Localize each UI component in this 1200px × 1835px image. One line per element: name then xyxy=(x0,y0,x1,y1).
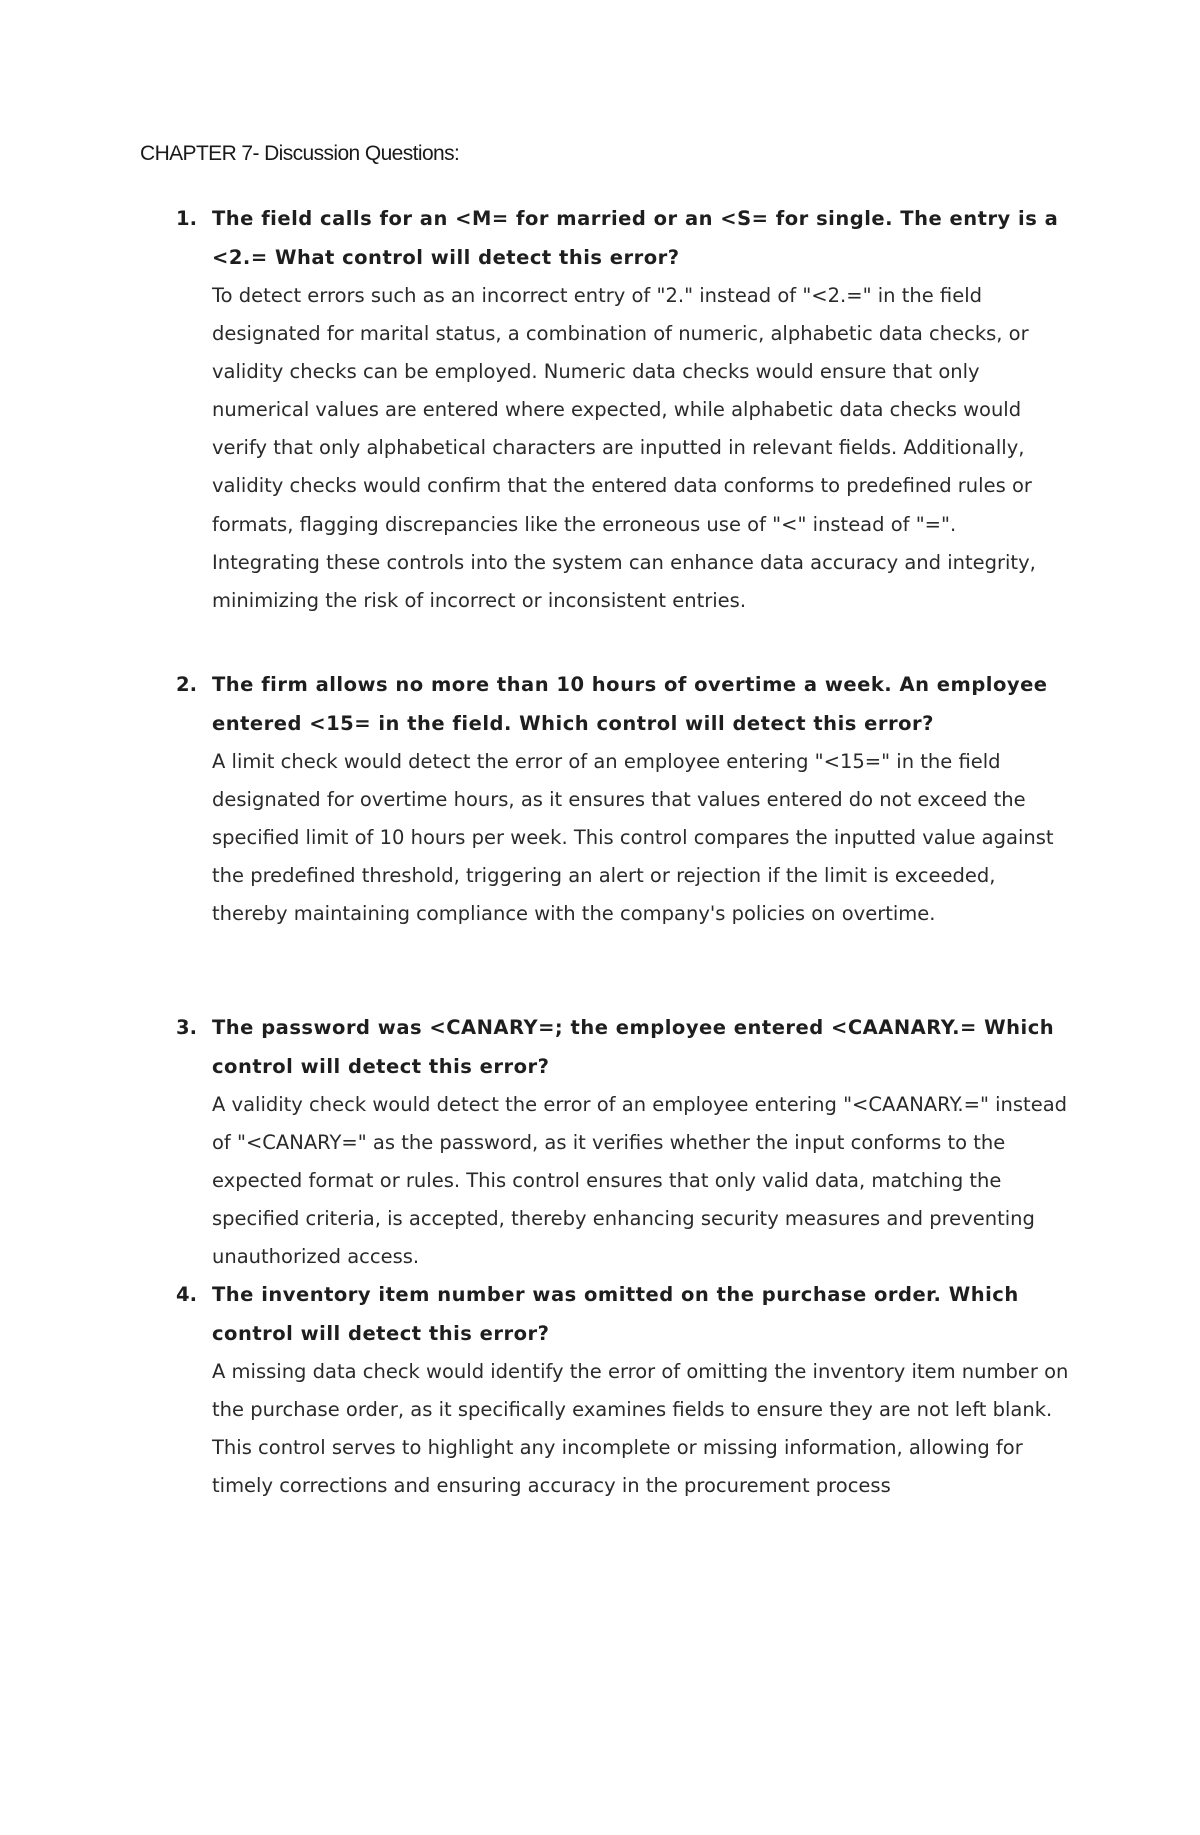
answer-text: A validity check would detect the error of an employee entering "<CAANARY.=" instead of "<CANARY=" as the password, as it verifies whether the input conforms to the expected format or rules. This control ensures that only valid data, matching the specified criteria, is accepted, thereby enhancing security measures and preventing unauthorized access. xyxy=(212,1093,1068,1269)
question-text: The password was <CANARY=; the employee entered <CAANARY.= Which control will detect this error? xyxy=(212,1016,1055,1078)
chapter-title: CHAPTER 7- Discussion Questions: xyxy=(140,142,460,165)
question-item-2 xyxy=(170,666,1070,1009)
question-number: 2. xyxy=(176,673,197,696)
question-list xyxy=(170,200,1070,1505)
answer-text: A missing data check would identify the error of omitting the inventory item number on the purchase order, as it specifically examines fields to ensure they are not left blank. This control serves to highlight any incomplete or missing information, allowing for timely corrections and ensuring accuracy in the procurement process xyxy=(212,1360,1069,1498)
answer-text: A limit check would detect the error of an employee entering "<15=" in the field designated for overtime hours, as it ensures that values entered do not exceed the specified limit of 10 hours per week. This control compares the inputted value against the predefined threshold, triggering an alert or rejection if the limit is exceeded, thereby maintaining compliance with the company's policies on overtime. xyxy=(212,750,1054,926)
question-number: 4. xyxy=(176,1283,197,1306)
question-item-3 xyxy=(170,1009,1070,1276)
question-text: The firm allows no more than 10 hours of overtime a week. An employee entered <15= in the field. Which control will detect this error? xyxy=(212,673,1048,735)
question-item-4 xyxy=(170,1276,1070,1505)
question-text: The inventory item number was omitted on the purchase order. Which control will detect this error? xyxy=(212,1283,1019,1345)
question-number: 1. xyxy=(176,207,197,230)
question-number: 3. xyxy=(176,1016,197,1039)
answer-text: To detect errors such as an incorrect entry of "2." instead of "<2.=" in the field designated for marital status, a combination of numeric, alphabetic data checks, or validity checks can be employed. Numeric data checks would ensure that only numerical values are entered where expected, while alphabetic data checks would verify that only alphabetical characters are inputted in relevant fields. Additionally, validity checks would confirm that the entered data conforms to predefined rules or formats, flagging discrepancies like the erroneous use of "<" instead of "=". Integrating these controls into the system can enhance data accuracy and integrity, minimizing the risk of incorrect or inconsistent entries. xyxy=(212,284,1036,612)
question-text: The field calls for an <M= for married or an <S= for single. The entry is a <2.= What control will detect this error? xyxy=(212,207,1059,269)
question-item-1 xyxy=(170,200,1070,666)
